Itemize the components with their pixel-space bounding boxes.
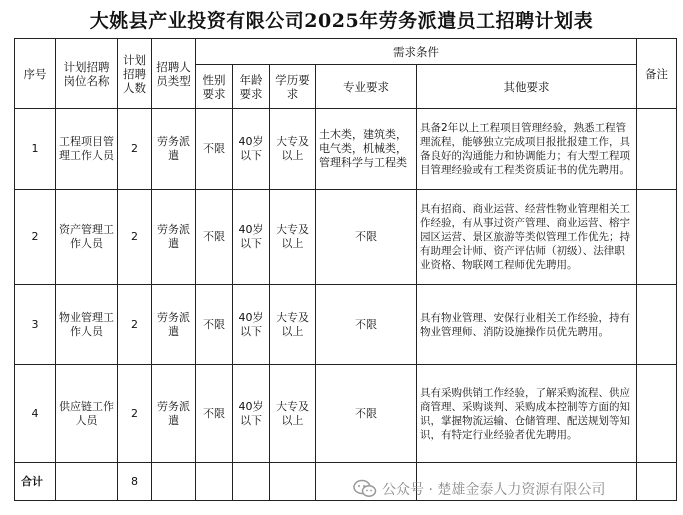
header-gender: 性别要求: [196, 65, 233, 109]
cell-seq: 4: [15, 365, 56, 463]
cell-count: 2: [118, 109, 152, 190]
table-row: [15, 190, 677, 285]
cell-seq: 2: [15, 190, 56, 285]
cell-age: 40岁以下: [233, 285, 270, 365]
total-label: 合计: [15, 463, 56, 501]
cell-position: 资产管理工作人员: [56, 190, 118, 285]
table-row: [15, 365, 677, 463]
cell-gender: 不限: [196, 285, 233, 365]
cell-count: 2: [118, 285, 152, 365]
cell-remarks: [637, 285, 677, 365]
header-seq: 序号: [15, 39, 56, 109]
cell-other: 具有招商、商业运营、经营性物业管理相关工作经验，有从事过资产管理、商业运营、榕宇园区运营、景区旅游等类似管理工作优先；持有助理会计师、资产评估师（初级）、法律职业资格、物联网工程师优先聘用。: [417, 190, 637, 285]
cell-major: 土木类，建筑类，电气类，机械类，管理科学与工程类: [316, 109, 417, 190]
cell-other: 具有物业管理、安保行业相关工作经验，持有物业管理师、消防设施操作员优先聘用。: [417, 285, 637, 365]
cell-count: 2: [118, 365, 152, 463]
cell-type: 劳务派遣: [152, 285, 196, 365]
header-type: 招聘人员类型: [152, 39, 196, 109]
cell-gender: 不限: [196, 109, 233, 190]
cell-position: 工程项目管理工作人员: [56, 109, 118, 190]
header-age: 年龄要求: [233, 65, 270, 109]
total-empty: [56, 463, 118, 501]
recruitment-table: [14, 38, 677, 501]
header-major: 专业要求: [316, 65, 417, 109]
cell-gender: 不限: [196, 365, 233, 463]
header-requirements: 需求条件: [196, 39, 637, 65]
cell-major: 不限: [316, 285, 417, 365]
cell-position: 供应链工作人员: [56, 365, 118, 463]
header-position: 计划招聘岗位名称: [56, 39, 118, 109]
total-empty: [637, 463, 677, 501]
cell-remarks: [637, 190, 677, 285]
cell-education: 大专及以上: [270, 109, 316, 190]
cell-education: 大专及以上: [270, 285, 316, 365]
table-row: [15, 285, 677, 365]
total-empty: [233, 463, 270, 501]
wechat-icon: [353, 479, 377, 499]
cell-seq: 1: [15, 109, 56, 190]
cell-seq: 3: [15, 285, 56, 365]
cell-type: 劳务派遣: [152, 109, 196, 190]
total-empty: [196, 463, 233, 501]
total-empty: [270, 463, 316, 501]
cell-other: 具有采购供销工作经验，了解采购流程、供应商管理、采购谈判、采购成本控制等方面的知识，掌握物流运输、仓储管理、配送规划等知识，有特定行业经验者优先聘用。: [417, 365, 637, 463]
cell-education: 大专及以上: [270, 190, 316, 285]
cell-education: 大专及以上: [270, 365, 316, 463]
cell-age: 40岁以下: [233, 109, 270, 190]
watermark-text: 公众号 · 楚雄金泰人力资源有限公司: [382, 482, 606, 498]
cell-major: 不限: [316, 365, 417, 463]
cell-type: 劳务派遣: [152, 190, 196, 285]
header-other: 其他要求: [417, 65, 637, 109]
table-row: [15, 109, 677, 190]
cell-major: 不限: [316, 190, 417, 285]
total-count: 8: [118, 463, 152, 501]
cell-remarks: [637, 109, 677, 190]
cell-gender: 不限: [196, 190, 233, 285]
cell-age: 40岁以下: [233, 365, 270, 463]
header-education: 学历要求: [270, 65, 316, 109]
watermark: [353, 475, 605, 503]
header-remarks: 备注: [637, 39, 677, 109]
cell-other: 具备2年以上工程项目管理经验，熟悉工程管理流程，能够独立完成项目报批报建工作，具备良好的沟通能力和协调能力；有大型工程项目管理经验或有工程类资质证书的优先聘用。: [417, 109, 637, 190]
header-count: 计划招聘人数: [118, 39, 152, 109]
cell-type: 劳务派遣: [152, 365, 196, 463]
cell-age: 40岁以下: [233, 190, 270, 285]
page-title: 大姚县产业投资有限公司2025年劳务派遣员工招聘计划表: [89, 10, 594, 32]
cell-remarks: [637, 365, 677, 463]
total-empty: [152, 463, 196, 501]
cell-count: 2: [118, 190, 152, 285]
cell-position: 物业管理工作人员: [56, 285, 118, 365]
